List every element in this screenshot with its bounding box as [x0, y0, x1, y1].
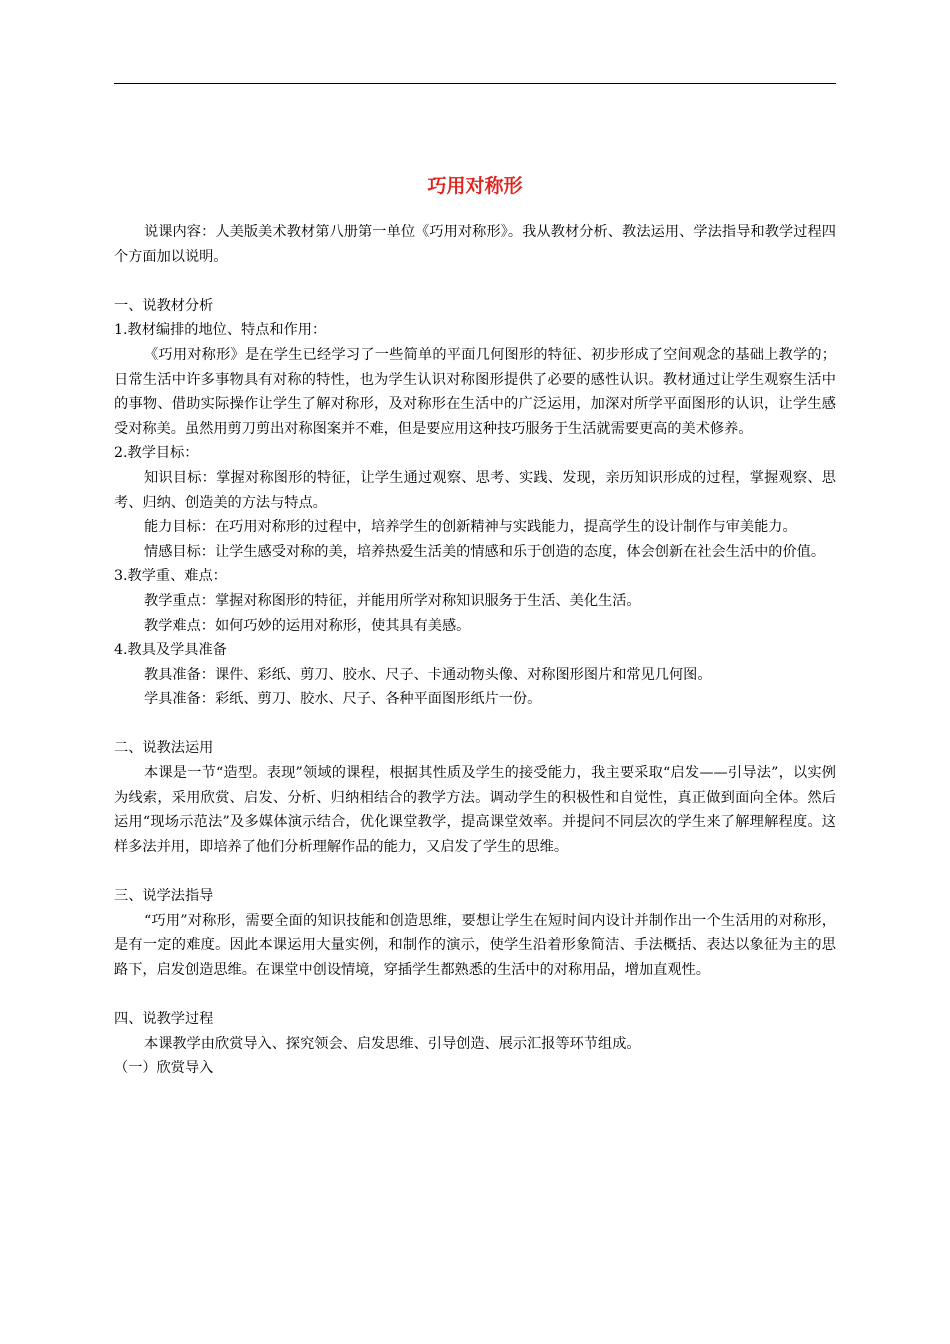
difficulty: 教学难点：如何巧妙的运用对称形，使其具有美感。: [144, 617, 471, 634]
key-point: 教学重点：掌握对称图形的特征，并能用所学对称知识服务于生活、美化生活。: [144, 592, 641, 609]
section3-heading: 三、说学法指导: [114, 888, 214, 905]
goal-emotion: 情感目标：让学生感受对称的美，培养热爱生活美的情感和乐于创造的态度，体会创新在社会生活中的价值。: [144, 543, 826, 560]
section1-heading: 一、说教材分析: [114, 297, 214, 314]
section3-text: “巧用”对称形，需要全面的知识技能和创造思维，要想让学生在短时间内设计并制作出一个生活用的对称形，是有一定的难度。因此本课运用大量实例，和制作的演示，使学生沿着形象简洁、手法概括、表达以象征为主的思路下，启发创造思维。在课堂中创设情境，穿插学生都熟悉的生活中的对称用品，增加直观性。: [114, 912, 836, 978]
goal-ability: 能力目标：在巧用对称形的过程中，培养学生的创新精神与实践能力，提高学生的设计制作与审美能力。: [144, 519, 797, 536]
document-body: [114, 170, 836, 1081]
spacer: [114, 712, 836, 737]
spacer: [114, 859, 836, 884]
spacer: [114, 982, 836, 1007]
spacer: [114, 269, 836, 294]
header-rule: [114, 83, 836, 84]
section2-heading: 二、说教法运用: [114, 740, 214, 757]
section1-sub3-heading: 3.教学重、难点：: [114, 568, 227, 585]
teacher-tools: 教具准备：课件、彩纸、剪刀、胶水、尺子、卡通动物头像、对称图形图片和常见几何图。: [144, 666, 712, 683]
section1-sub2-heading: 2.教学目标：: [114, 445, 199, 462]
goal-knowledge: 知识目标：掌握对称图形的特征，让学生通过观察、思考、实践、发现，亲历知识形成的过程，掌握观察、思考、归纳、创造美的方法与特点。: [114, 469, 836, 511]
section4-sub1-heading: （一）欣赏导入: [114, 1060, 214, 1077]
section4-heading: 四、说教学过程: [114, 1011, 214, 1027]
section2-text: 本课是一节“造型。表现”领域的课程，根据其性质及学生的接受能力，我主要采取“启发——引导法”，以实例为线索，采用欣赏、启发、分析、归纳相结合的教学方法。调动学生的积极性和自觉性，真正做到面向全体。然后运用“现场示范法”及多媒体演示结合，优化课堂教学，提高课堂效率。并提问不同层次的学生来了解理解程度。这样多法并用，即培养了他们分析理解作品的能力，又启发了学生的思维。: [114, 765, 836, 855]
section1-sub1-text: 《巧用对称形》是在学生已经学习了一些简单的平面几何图形的特征、初步形成了空间观念的基础上教学的；日常生活中许多事物具有对称的特性，也为学生认识对称图形提供了必要的感性认识。教材通过让学生观察生活中的事物、借助实际操作让学生了解对称形，及对称形在生活中的广泛运用，加深对所学平面图形的认识，让学生感受对称美。虽然用剪刀剪出对称图案并不难，但是要应用这种技巧服务于生活就需要更高的美术修养。: [114, 346, 836, 437]
intro-paragraph: 说课内容：人美版美术教材第八册第一单位《巧用对称形》。我从教材分析、教法运用、学法指导和教学过程四个方面加以说明。: [114, 224, 836, 265]
document-title: 巧用对称形: [427, 175, 523, 197]
section4-text: 本课教学由欣赏导入、探究领会、启发思维、引导创造、展示汇报等环节组成。: [144, 1035, 641, 1052]
student-tools: 学具准备：彩纸、剪刀、胶水、尺子、各种平面图形纸片一份。: [144, 691, 542, 708]
section1-sub4-heading: 4.教具及学具准备: [114, 642, 227, 659]
section1-sub1-heading: 1.教材编排的地位、特点和作用：: [114, 322, 327, 339]
